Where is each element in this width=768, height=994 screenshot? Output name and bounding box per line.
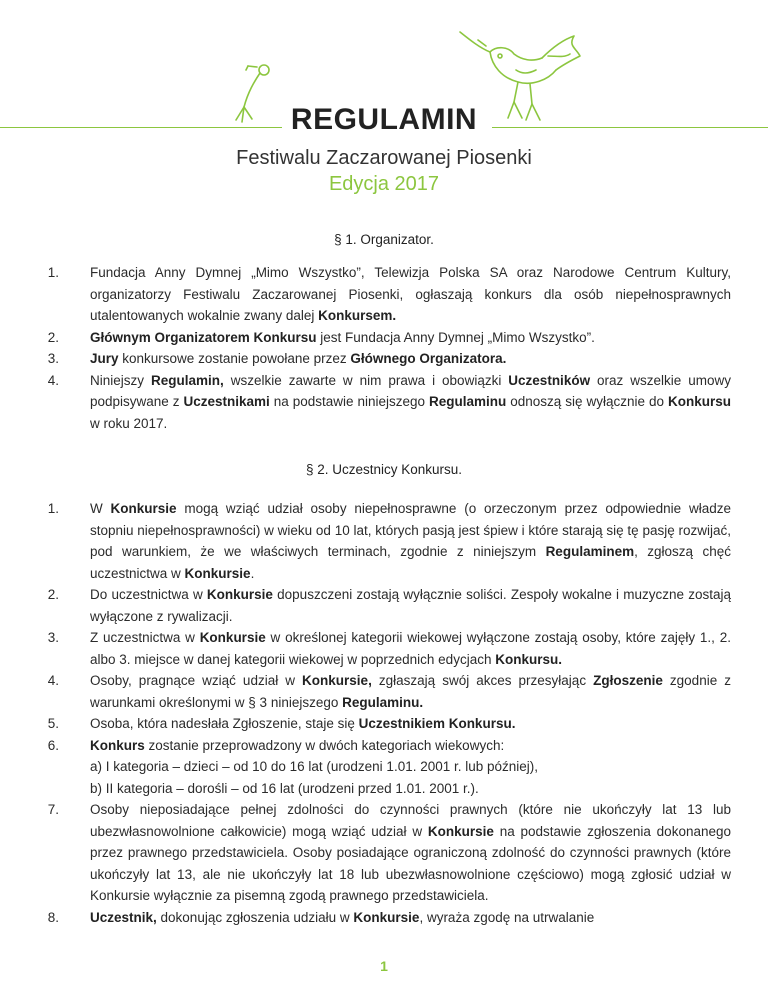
text-run: oraz wszelkie umowy podpisywane z — [90, 372, 732, 409]
bold-term: Głównego Organizatora. — [350, 351, 507, 366]
bold-term: Konkursu — [667, 394, 731, 409]
list-number: 3. — [47, 630, 59, 645]
text-run: na podstawie zgłoszenia dokonanego przez prawnego przedstawiciela. Osoby posiadające ograniczoną zdolność do czynności prawnych (które ukończyły lat 13, ale nie ukończyły lat 18 lub ubezwłasnowolnione częściowo) mogą zgłosić udział w Konkursie wyłącznie za pisemną zgodą prawnego przedstawiciela. — [90, 823, 731, 903]
text-run: mogą wziąć udział osoby niepełnosprawne (o orzeczonym przez odpowiednie władze stopniu niepełnosprawności) w wieku od 10 lat, których pasją jest śpiew i które starają się tę pasję rozwijać, pod warunkiem, że we właściwych terminach, zgodnie z niniejszym — [90, 501, 732, 559]
list-number: 2. — [47, 587, 59, 602]
text-run: dopuszczeni zostają wyłącznie soliści. Zespoły wokalne i muzyczne zostają wyłączone z rywalizacji. — [90, 587, 732, 624]
section-1-item — [37, 348, 731, 370]
text-run: Osoby nieposiadające pełnej zdolności do czynności prawnych (które nie ukończyły lat 13 lub ubezwłasnowolnione całkowicie) mogą wziąć udział w — [90, 802, 731, 839]
bold-term: Głównym Organizatorem Konkursu — [90, 329, 317, 345]
sub-list-item: a) I kategoria – dzieci – od 10 do 16 lat (urodzeni 1.01. 2001 r. lub później), — [90, 759, 539, 774]
bold-term: Konkursie — [353, 909, 420, 925]
bold-term: Uczestnikiem Konkursu. — [358, 716, 516, 731]
section-1-item — [37, 327, 731, 349]
text-run: zgodnie z warunkami określonymi w § 3 niniejszego — [90, 673, 731, 710]
section-2-heading: § 2. Uczestnicy Konkursu. — [305, 462, 463, 477]
text-run: na podstawie niniejszego — [269, 394, 430, 409]
text-run: Do uczestnictwa w — [90, 587, 207, 602]
sub-list-item: b) II kategoria – dorośli – od 16 lat (urodzeni przed 1.01. 2001 r.). — [90, 780, 479, 796]
section-2-item — [37, 498, 731, 584]
section-2-item — [37, 735, 731, 800]
list-number: 1. — [47, 501, 59, 516]
section-1-heading: § 1. Organizator. — [334, 232, 434, 247]
bold-term: Regulaminem — [545, 544, 635, 559]
bold-term: Konkursu. — [495, 651, 562, 667]
list-number: 3. — [47, 351, 59, 366]
bold-term: Jury — [90, 351, 119, 366]
section-1-item — [37, 262, 731, 327]
list-number: 1. — [47, 265, 59, 280]
text-run: Osoby, pragnące wziąć udział w — [90, 673, 303, 688]
section-1-item — [37, 370, 731, 435]
section-2-item — [37, 713, 731, 735]
edition-label: Edycja 2017 — [328, 173, 440, 195]
section-1-list — [37, 262, 731, 434]
list-number: 5. — [47, 716, 59, 731]
bold-term: Uczestników — [508, 372, 591, 388]
bold-term: Konkursie — [427, 823, 494, 839]
bold-term: Konkursie, — [302, 673, 372, 688]
list-number: 7. — [47, 802, 59, 817]
list-number: 8. — [47, 909, 59, 925]
list-number: 6. — [47, 737, 59, 753]
section-2-list — [37, 498, 731, 928]
page-number: 1 — [380, 958, 388, 974]
bold-term: Zgłoszenie — [593, 673, 663, 688]
section-2-item — [37, 627, 731, 670]
bold-term: Uczestnik, — [90, 909, 157, 925]
bold-term: Konkursie — [206, 587, 273, 602]
text-run: zostanie przeprowadzony w dwóch kategoriach wiekowych: — [144, 737, 505, 753]
text-run: dokonując zgłoszenia udziału w — [156, 909, 354, 925]
text-run: Osoba, która nadesłała Zgłoszenie, staje się — [90, 716, 359, 731]
bold-term: Regulamin, — [150, 372, 224, 388]
sub-list — [90, 756, 731, 799]
list-number: 4. — [47, 372, 59, 388]
bold-term: Regulaminu. — [342, 694, 424, 710]
bold-term: Konkursie — [110, 501, 177, 516]
bold-term: Konkursie — [199, 630, 266, 645]
text-run: konkursowe zostanie powołane przez — [118, 351, 351, 366]
section-2-item — [37, 670, 731, 713]
text-run: w określonej kategorii wiekowej wyłączone zostają osoby, które zajęły 1., 2. albo 3. miejsce w danej kategorii wiekowej w poprzednich edycjach — [90, 630, 731, 667]
bold-term: Konkursem. — [318, 308, 397, 323]
text-run: Niniejszy — [90, 372, 151, 388]
text-run: jest Fundacja Anny Dymnej „Mimo Wszystko”. — [316, 329, 595, 345]
bold-term: Uczestnikami — [183, 394, 270, 409]
list-number: 4. — [47, 673, 59, 688]
section-2-item — [37, 584, 731, 627]
list-number: 2. — [47, 329, 59, 345]
text-run: wszelkie zawarte w nim prawa i obowiązki — [223, 372, 509, 388]
bold-term: Konkurs — [90, 737, 145, 753]
text-run: Z uczestnictwa w — [90, 630, 200, 645]
text-run: , zgłoszą chęć uczestnictwa w — [90, 544, 731, 581]
bold-term: Regulaminu — [429, 394, 507, 409]
document-title: REGULAMIN — [290, 103, 478, 136]
text-run: , wyraża zgodę na utrwalanie — [419, 909, 595, 925]
section-2-item — [37, 907, 731, 929]
text-run: Fundacja Anny Dymnej „Mimo Wszystko”, Telewizja Polska SA oraz Narodowe Centrum Kultury, organizatorzy Festiwalu Zaczarowanej Piosenki, ogłaszają konkurs dla osób niepełnosprawnych utalentowanych wokalnie zwany dalej — [90, 265, 731, 323]
document-subtitle: Festiwalu Zaczarowanej Piosenki — [236, 147, 532, 169]
text-run: odnoszą się wyłącznie do — [506, 394, 668, 409]
text-run: zgłaszają swój akces przesyłając — [371, 673, 594, 688]
section-2-item — [37, 799, 731, 907]
text-run: w roku 2017. — [90, 415, 168, 431]
text-run: W — [90, 501, 111, 516]
text-run: . — [250, 565, 255, 581]
bold-term: Konkursie — [184, 565, 251, 581]
